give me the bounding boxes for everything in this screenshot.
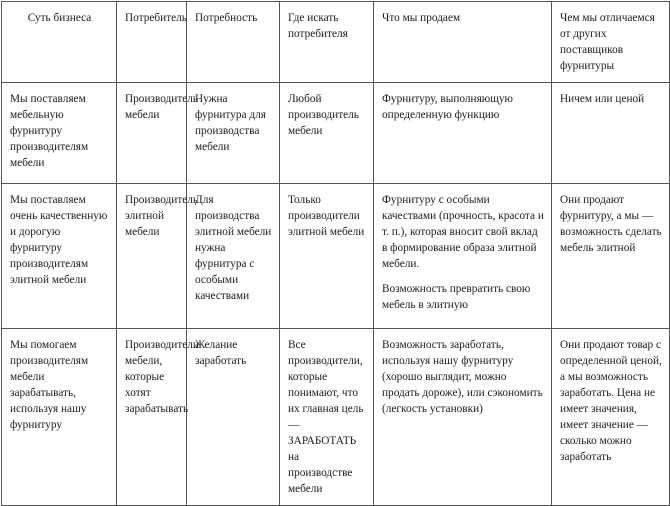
business-comparison-table xyxy=(1,1,670,506)
column-header-need: Потребность xyxy=(187,2,280,83)
cell-where-to-find: Только производители элитной мебели xyxy=(280,184,374,329)
cell-consumer: Производитель мебели xyxy=(117,83,187,184)
cell-what-we-sell-secondary: Возможность превратить свою мебель в элитную xyxy=(382,283,531,312)
cell-how-we-differ: Они продают фурнитуру, а мы — возможность сделать мебель элитной xyxy=(552,184,670,329)
cell-need: Желание заработать xyxy=(187,329,280,506)
cell-business-essence: Мы поставляем очень качественную и дорогую фурнитуру производителям элитной мебели xyxy=(2,184,117,329)
table-header xyxy=(2,2,670,83)
table-row xyxy=(2,184,670,329)
table-row xyxy=(2,329,670,506)
cell-what-we-sell-primary: Фурнитуру с особыми качествами (прочность, красота и т. п.), которая вносит свой вклад в формирование образа элитной мебели. xyxy=(382,194,544,271)
column-header-business-essence: Суть бизнеса xyxy=(2,2,117,83)
table-body xyxy=(2,83,670,506)
cell-need: Нужна фурнитура для производства мебели xyxy=(187,83,280,184)
column-header-consumer: Потребитель xyxy=(117,2,187,83)
column-header-where-to-find: Где искать потребителя xyxy=(280,2,374,83)
cell-what-we-sell-primary: Фурнитуру, выполняющую определенную функцию xyxy=(382,93,513,122)
cell-how-we-differ: Они продают товар с определенной ценой, а мы возможность заработать. Цена не имеет значения, имеет значение — сколько можно заработать xyxy=(552,329,670,506)
cell-where-to-find: Любой производитель мебели xyxy=(280,83,374,184)
cell-consumer: Производитель элитной мебели xyxy=(117,184,187,329)
cell-where-to-find: Все производители, которые понимают, что их главная цель — ЗАРАБОТАТЬ на производстве мебели xyxy=(280,329,374,506)
table-row xyxy=(2,83,670,184)
cell-need: Для производства элитной мебели нужна фурнитура с особыми качествами xyxy=(187,184,280,329)
cell-business-essence: Мы поставляем мебельную фурнитуру производителям мебели xyxy=(2,83,117,184)
cell-what-we-sell-primary: Возможность заработать, используя нашу фурнитуру (хорошо выглядит, можно продать дороже), или сэкономить (легкость установки) xyxy=(382,339,543,416)
cell-business-essence: Мы помогаем производителям мебели зарабатывать, используя нашу фурнитуру xyxy=(2,329,117,506)
cell-what-we-sell xyxy=(374,329,552,506)
cell-what-we-sell xyxy=(374,184,552,329)
column-header-how-we-differ: Чем мы отличаемся от других поставщиков фурнитуры xyxy=(552,2,670,83)
header-row xyxy=(2,2,670,83)
cell-how-we-differ: Ничем или ценой xyxy=(552,83,670,184)
cell-what-we-sell xyxy=(374,83,552,184)
cell-consumer: Производители мебели, которые хотят зарабатывать xyxy=(117,329,187,506)
column-header-what-we-sell: Что мы продаем xyxy=(374,2,552,83)
